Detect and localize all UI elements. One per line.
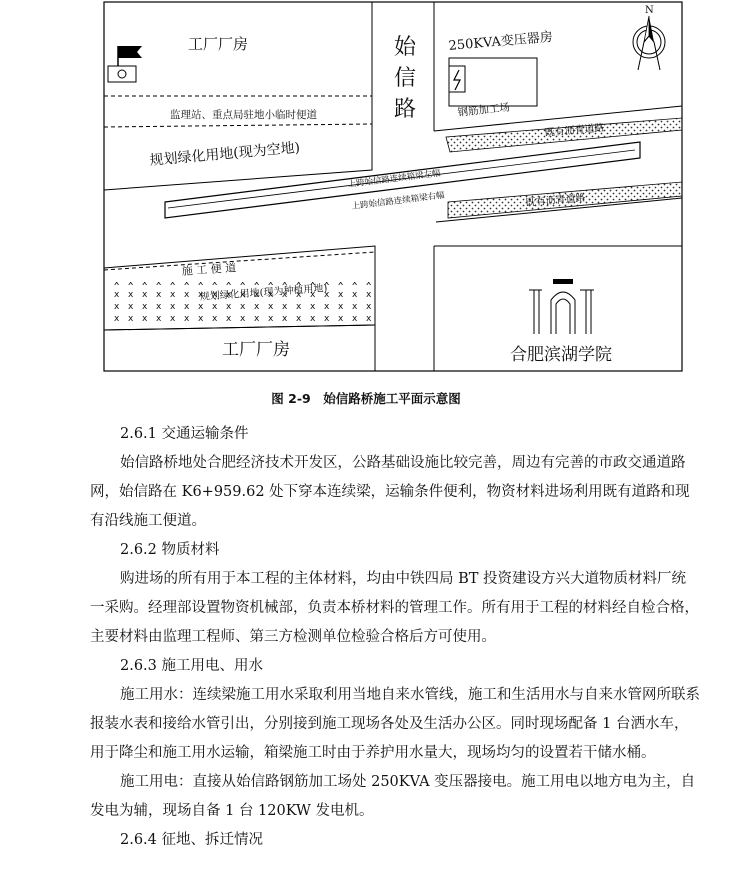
label-factory-top: 工厂厂房 xyxy=(188,35,249,53)
section-paragraph-2-1: 购进场的所有用于本工程的主体材料，均由中铁四局 BT 投资建设方兴大道物质材料厂统一采购。经理部设置物资机械部，负责本桥材料的管理工作。所有用于工程的材料经自检合格，主要材料由监理工程师、第三方检测单位检验合格后方可使用。 xyxy=(90,571,699,645)
school-gate-left-post xyxy=(529,290,542,334)
label-road-char-3: 路 xyxy=(394,97,417,122)
label-transformer: 250KVA变压器房 xyxy=(448,29,554,54)
section-heading-4: 2.6.4 征地、拆迁情况 xyxy=(120,832,264,848)
section-heading-2: 2.6.2 物质材料 xyxy=(120,542,220,558)
section-heading-1: 2.6.1 交通运输条件 xyxy=(120,426,249,442)
temp-road-dash xyxy=(104,252,375,270)
label-north: N xyxy=(645,5,654,16)
transformer-yard xyxy=(449,58,537,106)
lightning-icon xyxy=(454,70,460,90)
label-school: 合肥滨湖学院 xyxy=(510,345,612,365)
school-gate-right-post xyxy=(580,290,594,334)
section-paragraph-3-1: 施工用水：连续梁施工用水采取利用当地自来水管线，施工和生活用水与自来水管网所联系报装水表和接给水管引出，分别接到施工现场各处及生活办公区。同时现场配备 1 台洒水车，用于降尘和施工用水运输，箱梁施工时由于养护用水量大，现场均匀的设置若干储水桶。 xyxy=(90,687,700,761)
flag-icon xyxy=(108,46,142,82)
label-planned-green: 规划绿化用地(现为空地) xyxy=(148,139,301,169)
site-plan-figure xyxy=(0,0,732,380)
lower-left-block-bottom xyxy=(104,325,375,330)
school-gate-arch xyxy=(551,292,575,334)
label-road-upper: 既有沥青道路 xyxy=(544,122,606,139)
body-text xyxy=(90,420,700,855)
label-temp-road: 施 工 便 道 xyxy=(181,261,237,278)
label-road-lower: 既有沥青道路 xyxy=(525,192,587,209)
label-rebar-shop: 钢筋加工场 xyxy=(457,101,511,119)
label-supervision-road: 监理站、重点局驻地小临时便道 xyxy=(170,109,317,121)
school-gate-bar xyxy=(553,279,573,284)
label-bridge-right: 上跨始信路连续箱梁右幅 xyxy=(351,190,446,212)
transformer-box xyxy=(449,66,465,92)
figure-caption: 图 2-9 始信路桥施工平面示意图 xyxy=(271,391,461,406)
section-paragraph-3-2: 施工用电：直接从始信路钢筋加工场处 250KVA 变压器接电。施工用电以地方电为主，自发电为辅，现场自备 1 台 120KW 发电机。 xyxy=(90,774,696,819)
label-planned-green-2: 规划绿化用地(现为种植用地) xyxy=(199,283,328,303)
label-bridge-left: 上跨始信路连续箱梁左幅 xyxy=(347,168,442,190)
label-road-char-2: 信 xyxy=(394,66,417,91)
section-paragraph-1-1: 始信路桥地处合肥经济技术开发区，公路基础设施比较完善，周边有完善的市政交通道路网，始信路在 K6+959.62 处下穿本连续梁，运输条件便利，物资材料进场利用既有道路和现有沿线施工便道。 xyxy=(90,455,690,529)
school-gate-arch-inner xyxy=(556,299,570,334)
supervision-road-dash-bottom xyxy=(104,124,372,127)
compass-icon xyxy=(633,16,665,70)
label-factory-bottom: 工厂厂房 xyxy=(222,340,290,360)
section-heading-3: 2.6.3 施工用电、用水 xyxy=(120,658,264,674)
label-road-char-1: 始 xyxy=(394,35,417,60)
